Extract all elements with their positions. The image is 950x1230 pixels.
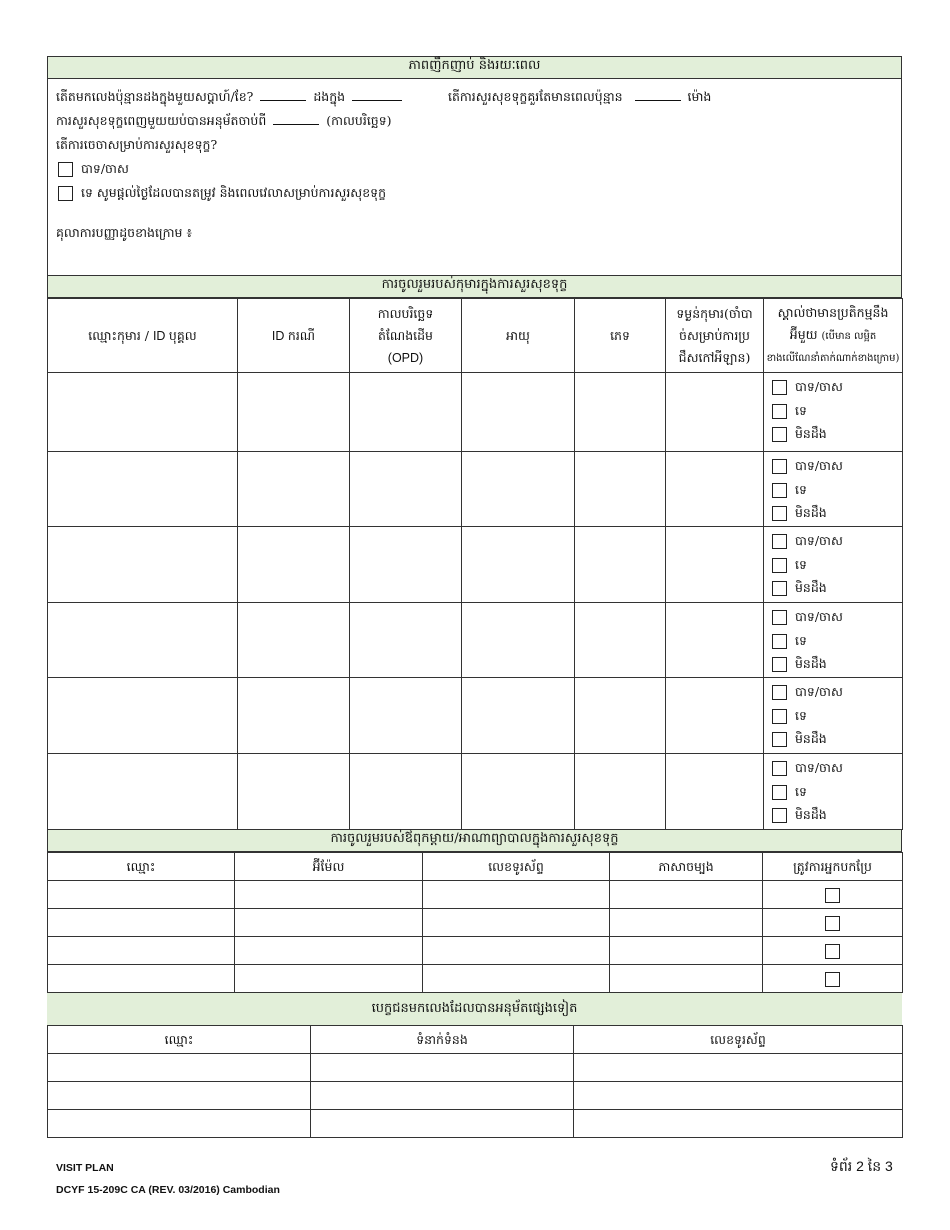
visitor-name-cell[interactable] <box>48 1054 311 1082</box>
table-row <box>48 881 903 909</box>
allergy-checkbox[interactable] <box>772 685 787 700</box>
allergy-checkbox[interactable] <box>772 581 787 596</box>
col-child-name <box>48 299 238 373</box>
col-parent-language: ភាសាចម្បង <box>610 853 763 881</box>
parent-phone-cell[interactable] <box>423 937 610 965</box>
col-gender: ភេទ <box>575 299 666 373</box>
allergy-option-label: ទេ <box>795 402 807 418</box>
parent-name-cell[interactable] <box>48 881 235 909</box>
weight-cell[interactable] <box>666 452 764 527</box>
allergy-checkbox[interactable] <box>772 785 787 800</box>
table-row <box>48 965 903 993</box>
allergy-checkbox[interactable] <box>772 761 787 776</box>
visitor-name-cell[interactable] <box>48 1082 311 1110</box>
child-name-cell[interactable] <box>48 452 238 527</box>
allergy-option <box>764 680 902 704</box>
allergy-checkbox[interactable] <box>772 483 787 498</box>
allergy-checkbox[interactable] <box>772 610 787 625</box>
col-label: អ៊ីមួយ <box>789 326 818 342</box>
supervised-no-option <box>58 185 386 204</box>
gender-cell[interactable] <box>575 373 666 452</box>
dob-cell[interactable] <box>350 373 462 452</box>
allergy-checkbox[interactable] <box>772 427 787 442</box>
section-title-text: ភាពញឹកញាប់ និងរយៈពេល <box>408 58 541 73</box>
dob-cell[interactable] <box>350 527 462 603</box>
note-below: គុលាការបញ្ញាដូចខាងក្រោម ៖ <box>56 225 192 240</box>
table-row <box>48 678 903 754</box>
allergy-option-label: មិនដឹង <box>795 580 827 595</box>
col-parent-email: អ៊ីម៉ែល <box>235 853 423 881</box>
parent-language-cell[interactable] <box>610 881 763 909</box>
col-parent-phone: លេខទូរស័ព្ទ <box>423 853 610 881</box>
child-name-cell[interactable] <box>48 603 238 678</box>
child-name-cell[interactable] <box>48 754 238 830</box>
visitors-header-row <box>48 1026 903 1054</box>
frequency-block <box>47 79 902 276</box>
col-weight <box>666 299 764 373</box>
frequency-count-field[interactable] <box>260 100 306 101</box>
allergy-option-label: បាទ/ចាស <box>795 684 843 699</box>
weight-cell[interactable] <box>666 527 764 603</box>
col-label: (បើមាន លម្អិត <box>821 330 877 342</box>
table-row <box>48 527 903 603</box>
table-row <box>48 937 903 965</box>
allergy-option-label: ទេ <box>795 632 807 648</box>
child-name-cell[interactable] <box>48 527 238 603</box>
gender-cell[interactable] <box>575 603 666 678</box>
section-visitors-title <box>47 993 902 1025</box>
allergy-options-cell <box>764 373 903 452</box>
allergy-option-label: ទេ <box>795 707 807 723</box>
interpreter-checkbox[interactable] <box>825 944 840 959</box>
allergy-option <box>764 605 902 629</box>
case-id-cell[interactable] <box>238 678 350 754</box>
form-id: DCYF 15-209C CA (REV. 03/2016) Cambodian <box>56 1184 280 1196</box>
case-id-cell[interactable] <box>238 754 350 830</box>
visitor-relationship-cell[interactable] <box>311 1082 574 1110</box>
visitor-phone-cell[interactable] <box>574 1082 903 1110</box>
allergy-options-cell <box>764 603 903 678</box>
page-number: ទំព័រ 2 នៃ 3 <box>830 1158 893 1174</box>
children-table <box>47 298 903 830</box>
parent-email-cell[interactable] <box>235 965 423 993</box>
dob-cell[interactable] <box>350 754 462 830</box>
form-name: VISIT PLAN <box>56 1162 114 1174</box>
section-frequency-title <box>47 56 902 79</box>
col-label: តំណែងដើម <box>378 327 433 343</box>
visitors-table <box>47 1025 903 1138</box>
allergy-checkbox[interactable] <box>772 534 787 549</box>
frequency-label: តើតមកលេងប៉ុន្មានដងក្នុងមួយសប្តាហ៍/ខែ? <box>56 89 254 104</box>
col-age: អាយុ <box>462 299 575 373</box>
supervised-no-label: ទេ សូមផ្តល់ថ្ងៃដែលបានតម្រូវ និងពេលវេលាសម្រាប់ការសួរសុខទុក្ខ <box>81 185 387 200</box>
supervised-yes-checkbox[interactable] <box>58 162 73 177</box>
allergy-option <box>764 501 902 525</box>
case-id-cell[interactable] <box>238 603 350 678</box>
col-visitor-relationship: ទំនាក់ទំនង <box>311 1026 574 1054</box>
allergy-option <box>764 780 902 804</box>
supervised-yes-label: បាទ/ចាស <box>81 161 129 176</box>
parent-email-cell[interactable] <box>235 881 423 909</box>
parent-phone-cell[interactable] <box>423 965 610 993</box>
allergy-option-label: ទេ <box>795 556 807 572</box>
first-visit-question <box>56 113 392 132</box>
gender-cell[interactable] <box>575 678 666 754</box>
allergy-option <box>764 576 902 600</box>
allergy-options-cell <box>764 527 903 603</box>
gender-cell[interactable] <box>575 754 666 830</box>
col-label: ទម្ងន់កុមារ(ចាំបា <box>676 305 753 321</box>
allergy-option-label: ទេ <box>795 783 807 799</box>
table-row <box>48 754 903 830</box>
table-row <box>48 1054 903 1082</box>
allergy-checkbox[interactable] <box>772 732 787 747</box>
allergy-option <box>764 727 902 751</box>
parent-name-cell[interactable] <box>48 965 235 993</box>
table-row <box>48 452 903 527</box>
parent-language-cell[interactable] <box>610 965 763 993</box>
supervised-yes-option <box>58 161 129 180</box>
interpreter-checkbox[interactable] <box>825 888 840 903</box>
allergy-checkbox[interactable] <box>772 404 787 419</box>
col-label: កាលបរិច្ឆេទ <box>377 305 434 321</box>
parent-phone-cell[interactable] <box>423 881 610 909</box>
visitor-phone-cell[interactable] <box>574 1054 903 1082</box>
allergy-option-label: បាទ/ចាស <box>795 458 843 473</box>
visitor-name-cell[interactable] <box>48 1110 311 1138</box>
allergy-option-label: បាទ/ចាស <box>795 760 843 775</box>
allergy-option-label: បាទ/ចាស <box>795 533 843 548</box>
interpreter-cell <box>763 965 903 993</box>
allergy-option <box>764 399 902 423</box>
allergy-option <box>764 375 902 399</box>
first-visit-date-field[interactable] <box>273 124 319 125</box>
col-label: (OPD) <box>387 350 424 365</box>
dob-cell[interactable] <box>350 603 462 678</box>
gender-cell[interactable] <box>575 527 666 603</box>
frequency-question <box>56 89 405 108</box>
interpreter-cell <box>763 881 903 909</box>
table-row <box>48 1082 903 1110</box>
table-row <box>48 909 903 937</box>
visitor-relationship-cell[interactable] <box>311 1110 574 1138</box>
section-title-text: ការចូលរួមរបស់ឪពុកម្តាយ/អាណាព្យាបាលក្នុងការសួរសុខទុក្ខ <box>330 831 619 846</box>
parent-email-cell[interactable] <box>235 937 423 965</box>
allergy-checkbox[interactable] <box>772 657 787 672</box>
visitor-relationship-cell[interactable] <box>311 1054 574 1082</box>
table-row <box>48 373 903 452</box>
allergy-option-label: មិនដឹង <box>795 731 827 746</box>
col-label: ស្គាល់ថាមានប្រតិកម្មនឹង <box>777 304 889 320</box>
interpreter-checkbox[interactable] <box>825 916 840 931</box>
allergy-options-cell <box>764 452 903 527</box>
weight-cell[interactable] <box>666 678 764 754</box>
age-cell[interactable] <box>462 754 575 830</box>
duration-label: តើការសួរសុខទុក្ខគួរតែមានពេលប៉ុន្មាន <box>448 89 623 104</box>
parent-language-cell[interactable] <box>610 909 763 937</box>
weight-cell[interactable] <box>666 603 764 678</box>
allergy-option <box>764 629 902 653</box>
supervised-question: តើការចេចាសម្រាប់ការសួរសុខទុក្ខ? <box>56 137 218 152</box>
visit-plan-form <box>47 56 902 1138</box>
allergy-checkbox[interactable] <box>772 558 787 573</box>
age-cell[interactable] <box>462 373 575 452</box>
interpreter-cell <box>763 937 903 965</box>
allergy-checkbox[interactable] <box>772 709 787 724</box>
interpreter-cell <box>763 909 903 937</box>
allergy-option-label: បាទ/ចាស <box>795 609 843 624</box>
age-cell[interactable] <box>462 452 575 527</box>
parents-table <box>47 852 903 993</box>
allergy-option <box>764 652 902 676</box>
supervised-no-checkbox[interactable] <box>58 186 73 201</box>
section-title-text: ការចូលរួមរបស់កុមារក្នុងការសួរសុខទុក្ខ <box>381 277 568 292</box>
section-title-text: បេក្ខជនមកលេងដែលបានអនុម័តផ្សេងទៀត <box>371 1001 578 1016</box>
allergy-option-label: បាទ/ចាស <box>795 379 843 394</box>
col-interpreter: ត្រូវការអ្នកបកប្រែ <box>763 853 903 881</box>
section-children-title <box>47 276 902 298</box>
col-label: ID បុគ្គល <box>152 328 197 343</box>
section-parents-title <box>47 830 902 852</box>
parent-name-cell[interactable] <box>48 937 235 965</box>
parent-email-cell[interactable] <box>235 909 423 937</box>
allergy-checkbox[interactable] <box>772 380 787 395</box>
duration-unit-label: ម៉ោង <box>687 89 712 104</box>
dob-cell[interactable] <box>350 452 462 527</box>
child-name-cell[interactable] <box>48 373 238 452</box>
allergy-option-label: មិនដឹង <box>795 656 827 671</box>
age-cell[interactable] <box>462 603 575 678</box>
allergy-checkbox[interactable] <box>772 808 787 823</box>
first-visit-suffix: (កាលបរិច្ឆេទ) <box>326 113 392 128</box>
allergy-option <box>764 803 902 827</box>
allergy-options-cell <box>764 678 903 754</box>
children-header-row <box>48 299 903 373</box>
allergy-option <box>764 756 902 780</box>
parent-phone-cell[interactable] <box>423 909 610 937</box>
col-dob <box>350 299 462 373</box>
case-id-cell[interactable] <box>238 527 350 603</box>
allergy-option <box>764 553 902 577</box>
col-label: ឈ្មោះកុមារ / <box>88 327 153 343</box>
col-visitor-name: ឈ្មោះ <box>48 1026 311 1054</box>
allergy-checkbox[interactable] <box>772 459 787 474</box>
col-parent-name: ឈ្មោះ <box>48 853 235 881</box>
visitor-phone-cell[interactable] <box>574 1110 903 1138</box>
age-cell[interactable] <box>462 678 575 754</box>
allergy-option-label: មិនដឹង <box>795 426 827 441</box>
parents-header-row <box>48 853 903 881</box>
parent-name-cell[interactable] <box>48 909 235 937</box>
col-allergies <box>764 299 903 373</box>
first-visit-label: ការសួរសុខទុក្ខពេញមួយយប់បានអនុម័តចាប់ពី <box>56 113 267 128</box>
age-cell[interactable] <box>462 527 575 603</box>
allergy-option-label: ទេ <box>795 481 807 497</box>
col-case-id: ID ករណី <box>238 299 350 373</box>
col-label: ជឹសកៅអីឡាន) <box>678 349 751 365</box>
duration-question <box>448 89 711 108</box>
table-row <box>48 1110 903 1138</box>
col-visitor-phone: លេខទូរស័ព្ទ <box>574 1026 903 1054</box>
interpreter-checkbox[interactable] <box>825 972 840 987</box>
child-name-cell[interactable] <box>48 678 238 754</box>
duration-field[interactable] <box>635 100 681 101</box>
parent-language-cell[interactable] <box>610 937 763 965</box>
frequency-period-field[interactable] <box>352 100 402 101</box>
frequency-per-label: ដងក្នុង <box>313 89 346 104</box>
allergy-checkbox[interactable] <box>772 506 787 521</box>
allergy-option <box>764 704 902 728</box>
allergy-option <box>764 529 902 553</box>
allergy-option-label: មិនដឹង <box>795 807 827 822</box>
case-id-cell[interactable] <box>238 373 350 452</box>
gender-cell[interactable] <box>575 452 666 527</box>
dob-cell[interactable] <box>350 678 462 754</box>
case-id-cell[interactable] <box>238 452 350 527</box>
weight-cell[interactable] <box>666 754 764 830</box>
table-row <box>48 603 903 678</box>
allergy-option <box>764 454 902 478</box>
col-label: ខាងលើណែនាំតាក់ណាក់ខាងក្រោម) <box>766 352 900 364</box>
allergy-option-label: មិនដឹង <box>795 505 827 520</box>
allergy-checkbox[interactable] <box>772 634 787 649</box>
allergy-option <box>764 478 902 502</box>
col-label: ច់សម្រាប់ការប្រ <box>679 327 750 343</box>
allergy-options-cell <box>764 754 903 830</box>
weight-cell[interactable] <box>666 373 764 452</box>
allergy-option <box>764 422 902 446</box>
